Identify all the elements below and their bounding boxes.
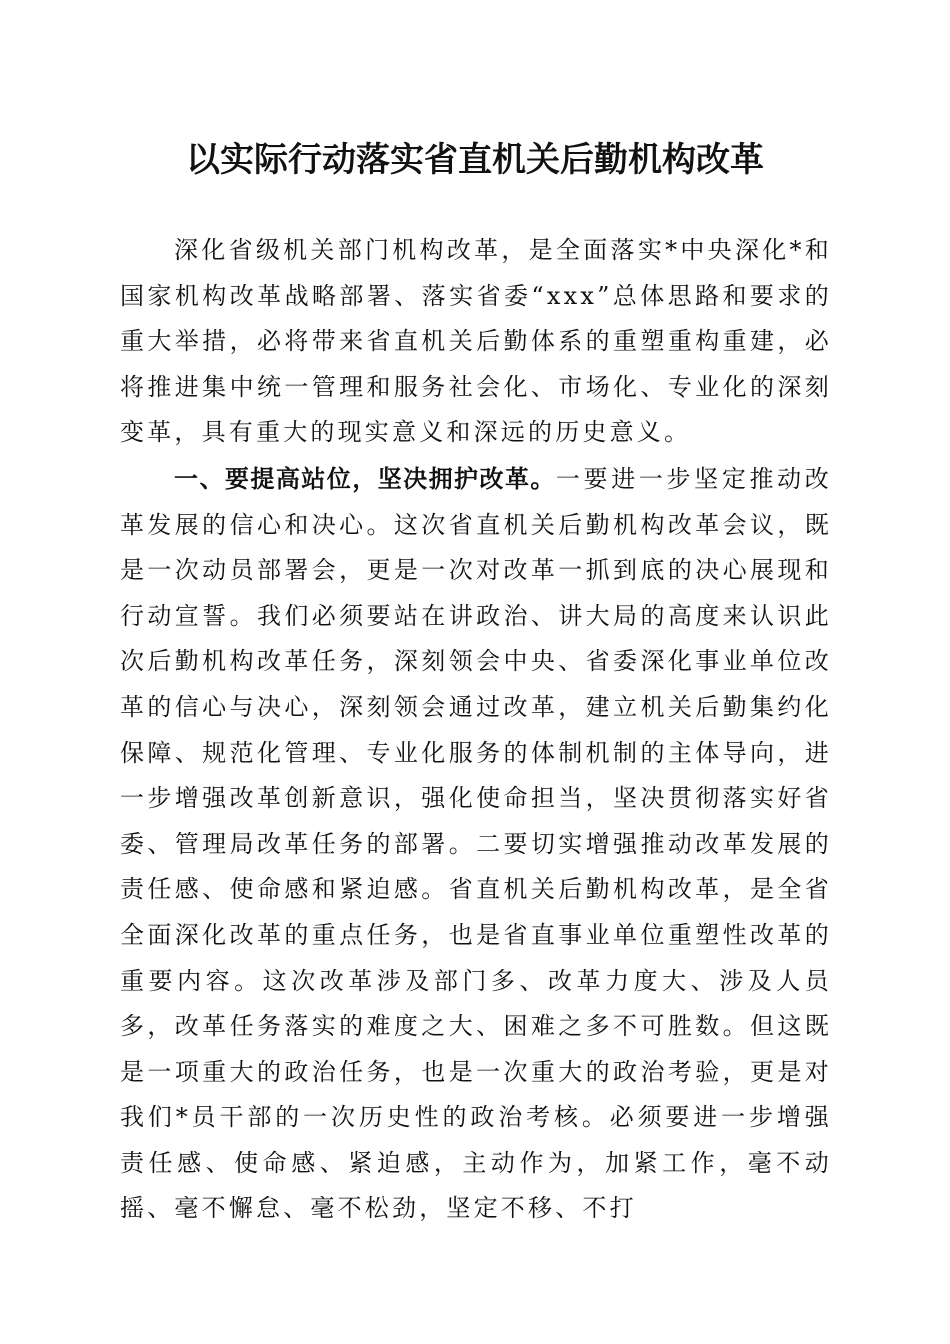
- section-one-text: 一要进一步坚定推动改革发展的信心和决心。这次省直机关后勤机构改革会议，既是一次动员部署会，更是一次对改革一抓到底的决心展现和行动宣誓。我们必须要站在讲政治、讲大局的高度来认识此次后勤机构改革任务，深刻领会中央、省委深化事业单位改革的信心与决心，深刻领会通过改革，建立机关后勤集约化保障、规范化管理、专业化服务的体制机制的主体导向，进一步增强改革创新意识，强化使命担当，坚决贯彻落实好省委、管理局改革任务的部署。二要切实增强推动改革发展的责任感、使命感和紧迫感。省直机关后勤机构改革，是全省全面深化改革的重点任务，也是省直事业单位重塑性改革的重要内容。这次改革涉及部门多、改革力度大、涉及人员多，改革任务落实的难度之大、困难之多不可胜数。但这既是一项重大的政治任务，也是一次重大的政治考验，更是对我们*员干部的一次历史性的政治考核。必须要进一步增强责任感、使命感、紧迫感，主动作为，加紧工作，毫不动摇、毫不懈怠、毫不松劲，坚定不移、不打: [120, 464, 832, 1223]
- intro-paragraph: [120, 228, 832, 456]
- section-one-paragraph: [120, 456, 832, 1232]
- intro-paragraph-text: 深化省级机关部门机构改革，是全面落实*中央深化*和国家机构改革战略部署、落实省委“xxx”总体思路和要求的重大举措，必将带来省直机关后勤体系的重塑重构重建，必将推进集中统一管理和服务社会化、市场化、专业化的深刻变革，具有重大的现实意义和深远的历史意义。: [120, 236, 832, 447]
- document-title: 以实际行动落实省直机关后勤机构改革: [186, 140, 764, 180]
- document-body: [120, 228, 832, 1232]
- section-one-heading: 一、要提高站位，坚决拥护改革。: [174, 463, 556, 493]
